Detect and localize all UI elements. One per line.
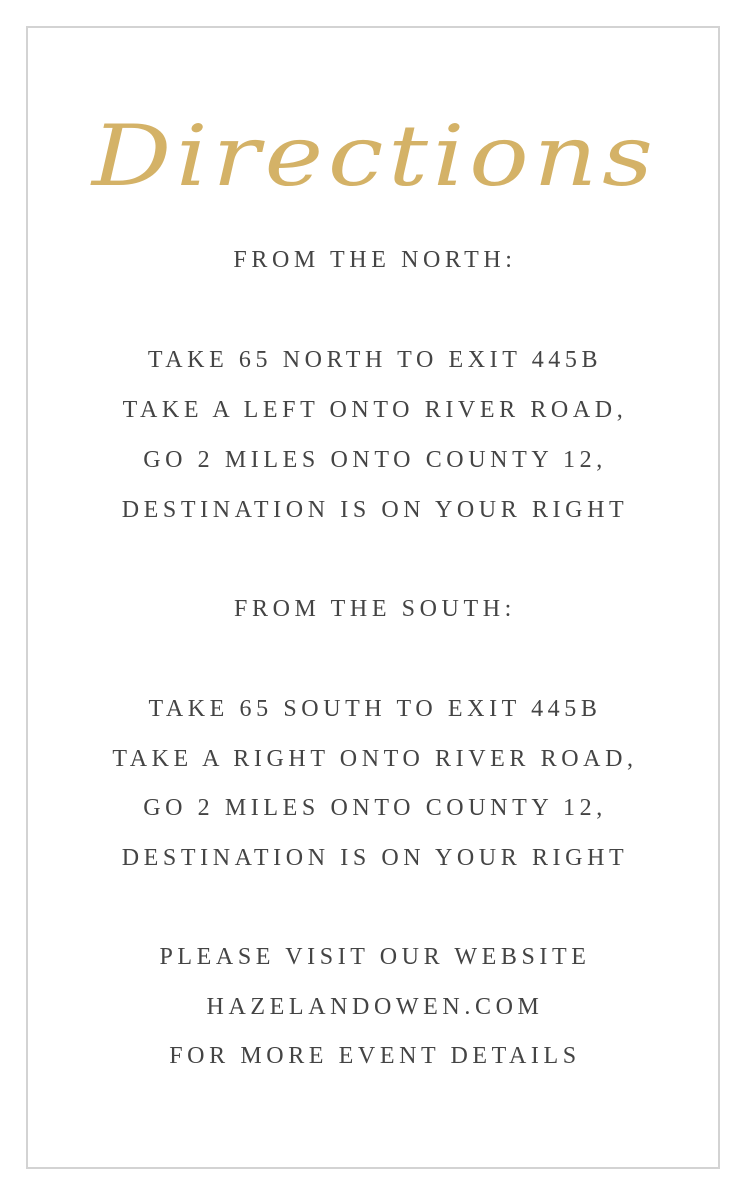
footer-line-1: PLEASE VISIT OUR WEBSITE: [159, 944, 591, 970]
south-line-1: TAKE 65 SOUTH TO EXIT 445B: [148, 696, 602, 722]
directions-card: [26, 26, 720, 1169]
north-heading: FROM THE NORTH:: [233, 247, 517, 273]
north-line-4: DESTINATION IS ON YOUR RIGHT: [121, 497, 629, 523]
south-line-4: DESTINATION IS ON YOUR RIGHT: [121, 845, 629, 871]
north-line-1: TAKE 65 NORTH TO EXIT 445B: [147, 347, 603, 373]
south-heading: FROM THE SOUTH:: [234, 596, 516, 622]
south-line-2: TAKE A RIGHT ONTO RIVER ROAD,: [112, 746, 638, 772]
footer-line-3: FOR MORE EVENT DETAILS: [169, 1043, 581, 1069]
south-line-3: GO 2 MILES ONTO COUNTY 12,: [143, 795, 607, 821]
north-line-3: GO 2 MILES ONTO COUNTY 12,: [143, 447, 607, 473]
card-title: Directions: [92, 107, 658, 205]
footer-website: HAZELANDOWEN.COM: [206, 994, 544, 1020]
title-wrap: [28, 106, 722, 206]
north-line-2: TAKE A LEFT ONTO RIVER ROAD,: [122, 397, 628, 423]
